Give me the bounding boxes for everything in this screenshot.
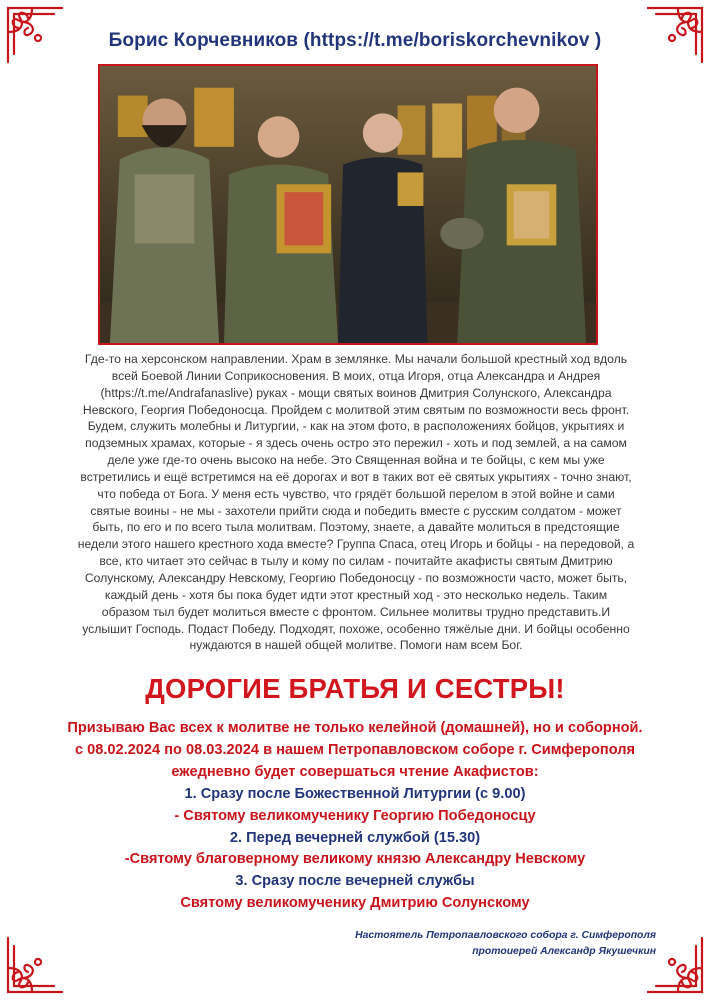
- announcement-line: ежедневно будет совершаться чтение Акафистов:: [171, 763, 539, 780]
- story-line: что победа от Бога. У меня есть чувство, что грядёт большой перелом в этой войне и сами: [97, 486, 615, 501]
- story-line: Будем, служить молебны и Литургии, - как на этом фото, в расположениях бойцов, укрытиях и: [87, 419, 625, 434]
- announcement-line: 2. Перед вечерней службой (15.30): [229, 829, 481, 846]
- story-line: образом тыл будет молиться вместе с фронтом. Сильнее молитвы трудно представить.И: [101, 604, 611, 619]
- story-line: святые воины - не мы - захотели прийти сюда и победить вместе с русским солдатом - может: [90, 503, 622, 518]
- group-photo-icon: [100, 66, 596, 343]
- signature: [355, 928, 656, 960]
- appeal-headline: ДОРОГИЕ БРАТЬЯ И СЕСТРЫ!: [145, 673, 565, 704]
- announcement-line: с 08.02.2024 по 08.03.2024 в нашем Петропавловском соборе г. Симферополя: [74, 741, 636, 758]
- signature-name: протоиерей Александр Якушечкин: [472, 946, 656, 957]
- group-photo: [98, 64, 598, 345]
- announcement-line: Святому великомученику Дмитрию Солунскому: [180, 895, 530, 912]
- story-line: услышит Господь. Подаст Победу. Подходят, похоже, особенно тяжёлые дни. И бойцы особенно: [82, 621, 630, 636]
- announcement-line: -Святому благоверному великому князю Александру Невскому: [124, 851, 586, 868]
- story-line: (https://t.me/Andrafanaslive) руках - мощи святых воинов Дмитрия Солунского, Александра: [100, 385, 612, 400]
- story-line: быть, по его и по всего тыла молитвам. Поэтому, знаете, а давайте молиться в предстоящие: [92, 520, 620, 535]
- story-line: нуждаются в нашей общей молитве. Помоги нам всем Бог.: [189, 638, 523, 653]
- announcement-line: - Святому великомученику Георгию Победоносцу: [174, 807, 536, 824]
- story-line: все, кто читает это сейчас в тылу и кому по силам - почитайте акафисты святым Дмитрию: [99, 554, 613, 569]
- signature-title: Настоятель Петропавловского собора г. Симферополя: [355, 930, 656, 941]
- story-line: каждый день - хотя бы пока будет идти этот крестный ход - это несколько недель. Таким: [104, 587, 608, 602]
- story-line: встретились и ещё встретимся на её дорогах и вот в таких вот её святых укрытиях - точно знают,: [80, 469, 632, 484]
- announcement-line: 1. Сразу после Божественной Литургии (с 9.00): [184, 785, 526, 802]
- story-text: [70, 351, 642, 654]
- story-line: деле уже где-то очень высоко на небе. Это Священная война и те бойцы, с кем мы уже: [107, 453, 605, 468]
- story-line: всей Боевой Линии Соприкосновения. В моих, отца Игоря, отца Александра и Андрея: [111, 368, 601, 383]
- ornament-corner-icon: [2, 932, 68, 998]
- author-heading: Борис Корчевников (https://t.me/boriskorchevnikov ): [108, 30, 602, 51]
- story-line: Невского, Георгия Победоносца. Пройдем с молитвой этим святым по возможности весь фронт.: [82, 402, 630, 417]
- appeal-announcement: [0, 718, 710, 915]
- story-line: Солунскому, Александру Невскому, Георгию Победоносцу - по возможности часто, может быть,: [84, 570, 628, 585]
- announcement-line: Призываю Вас всех к молитве не только келейной (домашней), но и соборной.: [67, 720, 643, 736]
- story-line: недели этого нашего крестного хода вместе? Группа Спаса, отец Игорь и бойцы - на передовой, а: [77, 537, 635, 552]
- story-line: Где-то на херсонском направлении. Храм в землянке. Мы начали большой крестный ход вдоль: [84, 352, 628, 366]
- story-line: подземных храмах, которые - я здесь очень остро это пережил - хоть и под землей, а на самом: [85, 436, 627, 451]
- announcement-line: 3. Сразу после вечерней службы: [235, 873, 475, 890]
